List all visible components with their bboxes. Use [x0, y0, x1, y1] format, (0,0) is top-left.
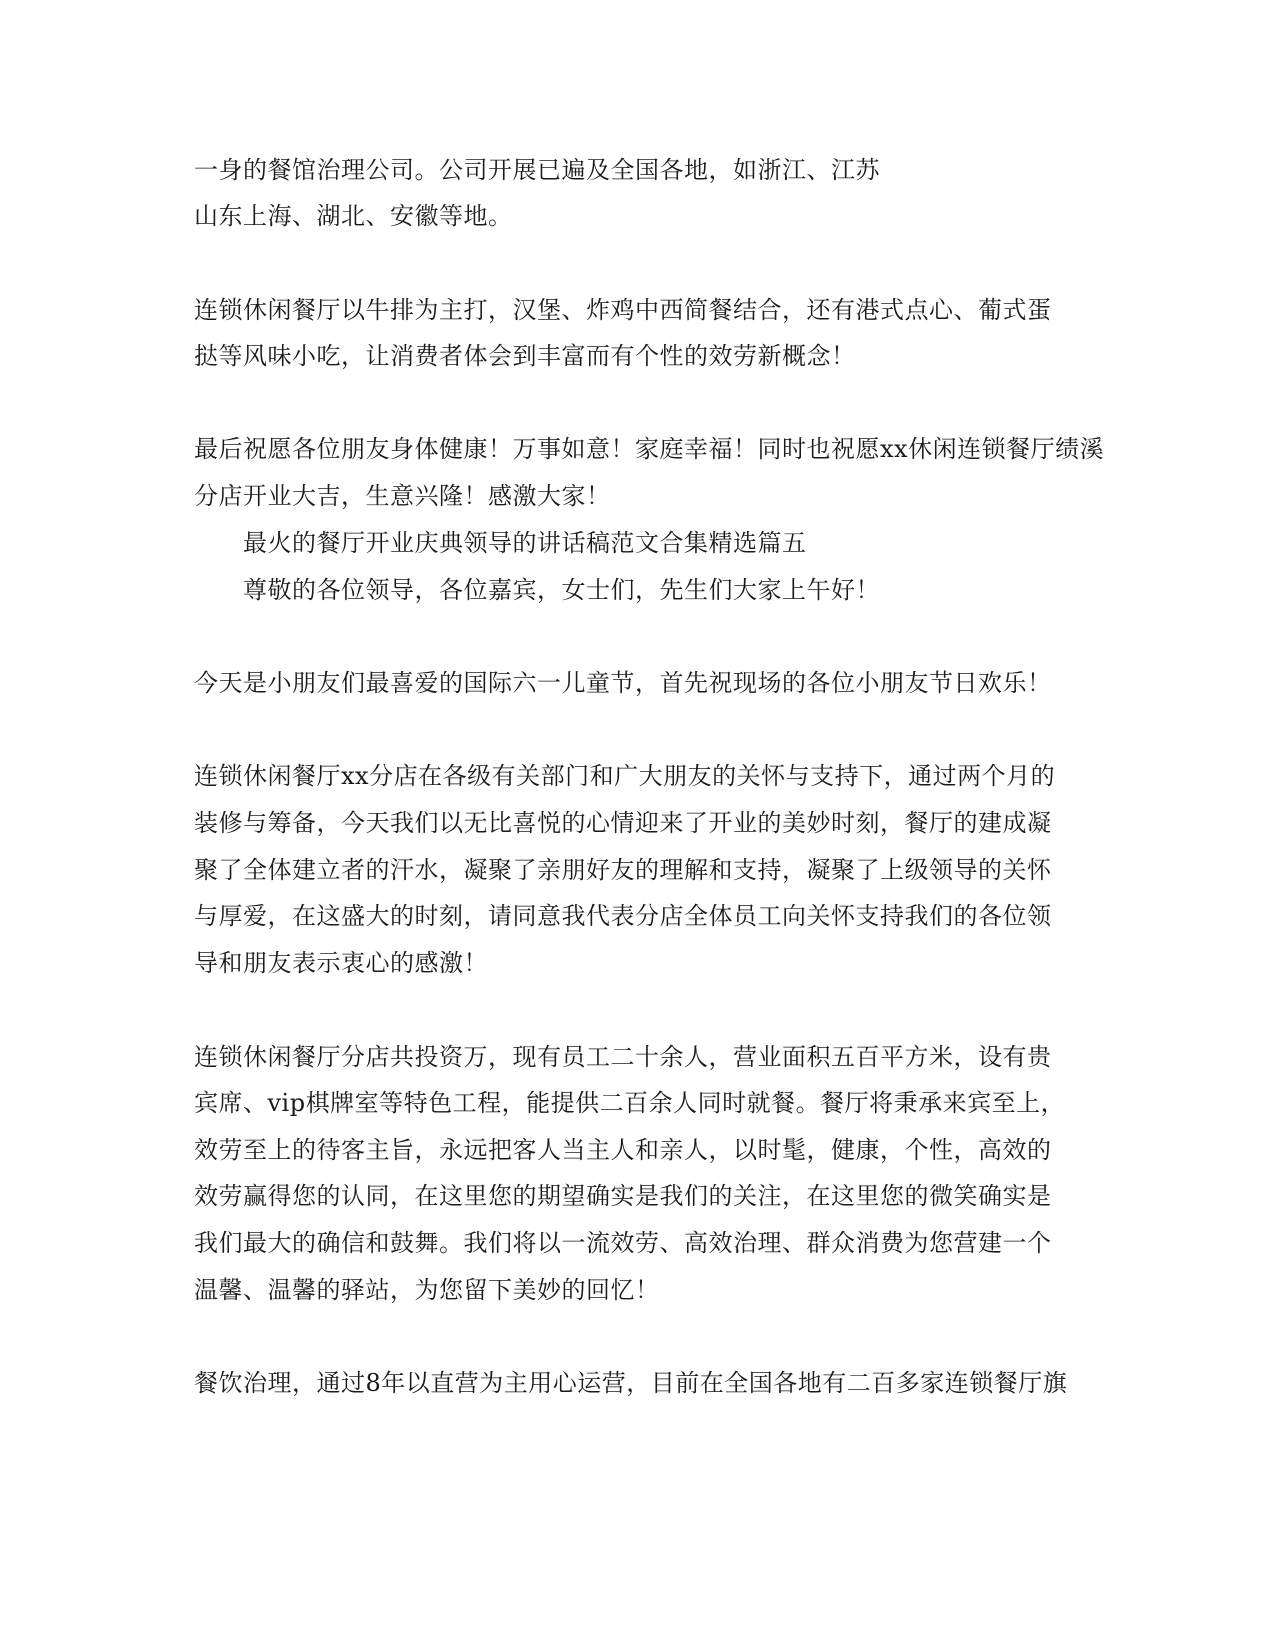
- text-line: 分店开业大吉，生意兴隆！感激大家！: [194, 482, 611, 510]
- text-line: 连锁休闲餐厅以牛排为主打，汉堡、炸鸡中西简餐结合，还有港式点心、葡式蛋: [194, 296, 1052, 324]
- text-line: 挞等风味小吃，让消费者体会到丰富而有个性的效劳新概念！: [194, 342, 856, 370]
- text-line: 今天是小朋友们最喜爱的国际六一儿童节，首先祝现场的各位小朋友节日欢乐！: [194, 669, 1052, 697]
- text-line: 装修与筹备，今天我们以无比喜悦的心情迎来了开业的美妙时刻，餐厅的建成凝: [194, 809, 1052, 837]
- text-line: 最后祝愿各位朋友身体健康！万事如意！家庭幸福！同时也祝愿xx休闲连锁餐厅绩溪: [194, 435, 1105, 463]
- text-line: 我们最大的确信和鼓舞。我们将以一流效劳、高效治理、群众消费为您营建一个: [194, 1229, 1052, 1257]
- text-line: 餐饮治理，通过8年以直营为主用心运营，目前在全国各地有二百多家连锁餐厅旗: [194, 1369, 1068, 1397]
- text-line: 山东上海、湖北、安徽等地。: [194, 202, 513, 230]
- text-line: 聚了全体建立者的汗水，凝聚了亲朋好友的理解和支持，凝聚了上级领导的关怀: [194, 856, 1052, 884]
- text-line: 一身的餐馆治理公司。公司开展已遍及全国各地，如浙江、江苏: [194, 156, 880, 184]
- text-line: 导和朋友表示衷心的感激！: [194, 949, 488, 977]
- text-line: 连锁休闲餐厅xx分店在各级有关部门和广大朋友的关怀与支持下，通过两个月的: [194, 762, 1056, 790]
- section-heading: 最火的餐厅开业庆典领导的讲话稿范文合集精选篇五: [243, 529, 807, 557]
- text-line: 连锁休闲餐厅分店共投资万，现有员工二十余人，营业面积五百平方米，设有贵: [194, 1043, 1052, 1071]
- text-line: 温馨、温馨的驿站，为您留下美妙的回忆！: [194, 1276, 660, 1304]
- text-line: 效劳至上的待客主旨，永远把客人当主人和亲人，以时髦，健康，个性，高效的: [194, 1136, 1052, 1164]
- greeting-line: 尊敬的各位领导，各位嘉宾，女士们，先生们大家上午好！: [243, 576, 880, 604]
- text-line: 与厚爱，在这盛大的时刻，请同意我代表分店全体员工向关怀支持我们的各位领: [194, 902, 1052, 930]
- text-line: 宾席、vip棋牌室等特色工程，能提供二百余人同时就餐。餐厅将秉承来宾至上，: [194, 1089, 1066, 1117]
- text-line: 效劳赢得您的认同，在这里您的期望确实是我们的关注，在这里您的微笑确实是: [194, 1182, 1052, 1210]
